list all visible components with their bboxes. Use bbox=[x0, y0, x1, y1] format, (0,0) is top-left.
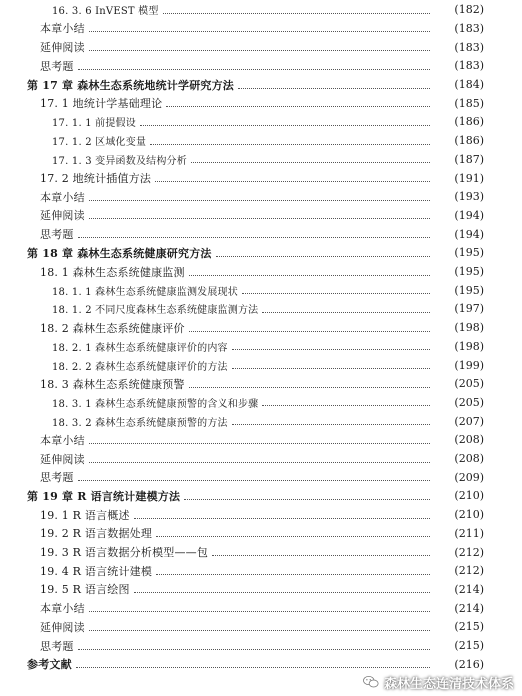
toc-entry-title: 18. 2. 1 森林生态系统健康评价的内容 bbox=[52, 342, 228, 354]
toc-entry-title: 本章小结 bbox=[40, 190, 85, 204]
toc-section-row bbox=[0, 543, 522, 562]
toc-entry-title: 19. 5 R 语言绘图 bbox=[40, 583, 130, 597]
toc-item-row bbox=[0, 431, 522, 450]
wechat-icon bbox=[362, 673, 380, 691]
dot-leader bbox=[76, 666, 430, 668]
toc-subsection-row bbox=[0, 337, 522, 356]
toc-page-number: (210) bbox=[454, 508, 484, 522]
toc-item-row bbox=[0, 206, 522, 225]
dot-leader bbox=[89, 217, 430, 219]
toc-subsection-row bbox=[0, 356, 522, 375]
dot-leader bbox=[140, 124, 430, 126]
toc-page-number: (209) bbox=[454, 470, 484, 484]
toc-item-row bbox=[0, 636, 522, 655]
toc-page-number: (194) bbox=[454, 227, 484, 241]
toc-entry-title: 17. 1 地统计学基础理论 bbox=[40, 97, 163, 111]
toc-section-row bbox=[0, 94, 522, 113]
toc-entry-title: 思考题 bbox=[40, 639, 74, 653]
toc-page-number: (185) bbox=[454, 96, 484, 110]
toc-page-number: (193) bbox=[454, 190, 484, 204]
toc-entry-title: 延伸阅读 bbox=[40, 620, 85, 634]
dot-leader bbox=[156, 535, 430, 537]
dot-leader bbox=[89, 610, 430, 612]
toc-entry-title: 思考题 bbox=[40, 471, 74, 485]
toc-section-row bbox=[0, 318, 522, 337]
dot-leader bbox=[189, 330, 430, 332]
toc-page-number: (194) bbox=[454, 208, 484, 222]
toc-item-row bbox=[0, 468, 522, 487]
toc-entry-title: 16. 3. 6 InVEST 模型 bbox=[52, 6, 159, 18]
toc-page-number: (205) bbox=[454, 377, 484, 391]
toc-page-number: (197) bbox=[454, 302, 484, 316]
toc-subsection-row bbox=[0, 131, 522, 150]
dot-leader bbox=[232, 367, 430, 369]
toc-page-number: (212) bbox=[454, 564, 484, 578]
toc-section-row bbox=[0, 505, 522, 524]
toc-page-number: (205) bbox=[454, 395, 484, 409]
dot-leader bbox=[89, 30, 430, 32]
toc-section-row bbox=[0, 169, 522, 188]
dot-leader bbox=[163, 12, 430, 14]
toc-entry-title: 本章小结 bbox=[40, 602, 85, 616]
toc-chapter-row bbox=[0, 75, 522, 94]
toc-item-row bbox=[0, 618, 522, 637]
toc-entry-title: 19. 2 R 语言数据处理 bbox=[40, 527, 153, 541]
toc-entry-title: 18. 1 森林生态系统健康监测 bbox=[40, 265, 185, 279]
toc-entry-title: 18. 1. 2 不同尺度森林生态系统健康监测方法 bbox=[52, 305, 259, 317]
dot-leader bbox=[166, 105, 430, 107]
dot-leader bbox=[191, 161, 430, 163]
toc-item-row bbox=[0, 225, 522, 244]
toc-page-number: (198) bbox=[454, 321, 484, 335]
toc-page-number: (207) bbox=[454, 414, 484, 428]
dot-leader bbox=[89, 442, 430, 444]
toc-chapter-row bbox=[0, 244, 522, 263]
toc-page-number: (199) bbox=[454, 358, 484, 372]
toc-page-number: (182) bbox=[454, 3, 484, 17]
dot-leader bbox=[212, 554, 430, 556]
toc-page-number: (214) bbox=[454, 601, 484, 615]
watermark-text: 森林生态连清技术体系 bbox=[383, 676, 514, 692]
dot-leader bbox=[216, 255, 430, 257]
dot-leader bbox=[78, 648, 430, 650]
toc-entry-title: 19. 3 R 语言数据分析模型——包 bbox=[40, 546, 209, 560]
watermark bbox=[362, 671, 514, 693]
toc-entry-title: 18. 3. 1 森林生态系统健康预警的含义和步骤 bbox=[52, 398, 259, 410]
toc-entry-title: 18. 3 森林生态系统健康预警 bbox=[40, 377, 185, 391]
toc-page-number: (215) bbox=[454, 620, 484, 634]
toc-entry-title: 参考文献 bbox=[27, 658, 72, 672]
toc-item-row bbox=[0, 449, 522, 468]
dot-leader bbox=[262, 311, 430, 313]
toc-entry-title: 第 17 章 森林生态系统地统计学研究方法 bbox=[27, 78, 234, 92]
toc-page-number: (215) bbox=[454, 639, 484, 653]
dot-leader bbox=[262, 404, 430, 406]
toc-item-row bbox=[0, 188, 522, 207]
toc-page-number: (195) bbox=[454, 246, 484, 260]
toc-page-number: (183) bbox=[454, 40, 484, 54]
toc-page-number: (184) bbox=[454, 78, 484, 92]
toc-subsection-row bbox=[0, 1, 522, 20]
toc-entry-title: 本章小结 bbox=[40, 22, 85, 36]
toc-page-number: (187) bbox=[454, 152, 484, 166]
toc-page-number: (186) bbox=[454, 134, 484, 148]
toc-subsection-row bbox=[0, 281, 522, 300]
toc-entry-title: 17. 1. 2 区域化变量 bbox=[52, 137, 147, 149]
dot-leader bbox=[89, 49, 430, 51]
dot-leader bbox=[238, 87, 430, 89]
toc-page-number: (216) bbox=[454, 657, 484, 671]
toc-page-number: (208) bbox=[454, 452, 484, 466]
toc-entry-title: 延伸阅读 bbox=[40, 209, 85, 223]
dot-leader bbox=[156, 573, 430, 575]
toc-item-row bbox=[0, 38, 522, 57]
toc-page-number: (183) bbox=[454, 59, 484, 73]
dot-leader bbox=[189, 386, 430, 388]
dot-leader bbox=[134, 591, 430, 593]
toc-entry-title: 思考题 bbox=[40, 59, 74, 73]
toc-page-number: (208) bbox=[454, 433, 484, 447]
toc-subsection-row bbox=[0, 113, 522, 132]
dot-leader bbox=[89, 461, 430, 463]
dot-leader bbox=[78, 236, 430, 238]
toc-entry-title: 18. 1. 1 森林生态系统健康监测发展现状 bbox=[52, 286, 238, 298]
toc-section-row bbox=[0, 262, 522, 281]
toc-item-row bbox=[0, 19, 522, 38]
toc-item-row bbox=[0, 599, 522, 618]
toc-page-number: (195) bbox=[454, 265, 484, 279]
dot-leader bbox=[232, 423, 430, 425]
toc-entry-title: 延伸阅读 bbox=[40, 452, 85, 466]
dot-leader bbox=[189, 274, 430, 276]
dot-leader bbox=[184, 498, 430, 500]
toc-subsection-row bbox=[0, 300, 522, 319]
dot-leader bbox=[134, 517, 430, 519]
toc-entry-title: 第 18 章 森林生态系统健康研究方法 bbox=[27, 246, 212, 260]
toc-section-row bbox=[0, 580, 522, 599]
dot-leader bbox=[78, 68, 430, 70]
toc-section-row bbox=[0, 562, 522, 581]
toc-entry-title: 本章小结 bbox=[40, 433, 85, 447]
dot-leader bbox=[89, 629, 430, 631]
toc-subsection-row bbox=[0, 412, 522, 431]
toc-entry-title: 延伸阅读 bbox=[40, 41, 85, 55]
toc-chapter-row bbox=[0, 487, 522, 506]
toc-page-number: (195) bbox=[454, 283, 484, 297]
toc-entry-title: 第 19 章 R 语言统计建模方法 bbox=[27, 489, 181, 503]
dot-leader bbox=[150, 143, 430, 145]
toc-subsection-row bbox=[0, 150, 522, 169]
dot-leader bbox=[242, 292, 430, 294]
toc-entry-title: 19. 1 R 语言概述 bbox=[40, 508, 130, 522]
toc-section-row bbox=[0, 524, 522, 543]
toc-page-number: (211) bbox=[454, 526, 484, 540]
toc-entry-title: 17. 1. 3 变异函数及结构分析 bbox=[52, 155, 187, 167]
toc-page-number: (210) bbox=[454, 489, 484, 503]
toc-page-number: (191) bbox=[454, 171, 484, 185]
dot-leader bbox=[155, 180, 430, 182]
toc-entry-title: 18. 2. 2 森林生态系统健康评价的方法 bbox=[52, 361, 228, 373]
toc-page-number: (183) bbox=[454, 21, 484, 35]
toc-entry-title: 18. 2 森林生态系统健康评价 bbox=[40, 321, 185, 335]
toc-page-number: (212) bbox=[454, 545, 484, 559]
toc-item-row bbox=[0, 57, 522, 76]
toc-entry-title: 17. 1. 1 前提假设 bbox=[52, 118, 136, 130]
dot-leader bbox=[89, 199, 430, 201]
toc-entry-title: 19. 4 R 语言统计建模 bbox=[40, 564, 153, 578]
toc-entry-title: 17. 2 地统计插值方法 bbox=[40, 172, 152, 186]
dot-leader bbox=[78, 479, 430, 481]
toc-entry-title: 18. 3. 2 森林生态系统健康预警的方法 bbox=[52, 417, 228, 429]
toc-page-number: (186) bbox=[454, 115, 484, 129]
toc-entry-title: 思考题 bbox=[40, 228, 74, 242]
dot-leader bbox=[232, 348, 430, 350]
toc-page-number: (198) bbox=[454, 339, 484, 353]
toc-page-number: (214) bbox=[454, 582, 484, 596]
toc-section-row bbox=[0, 375, 522, 394]
toc-subsection-row bbox=[0, 393, 522, 412]
